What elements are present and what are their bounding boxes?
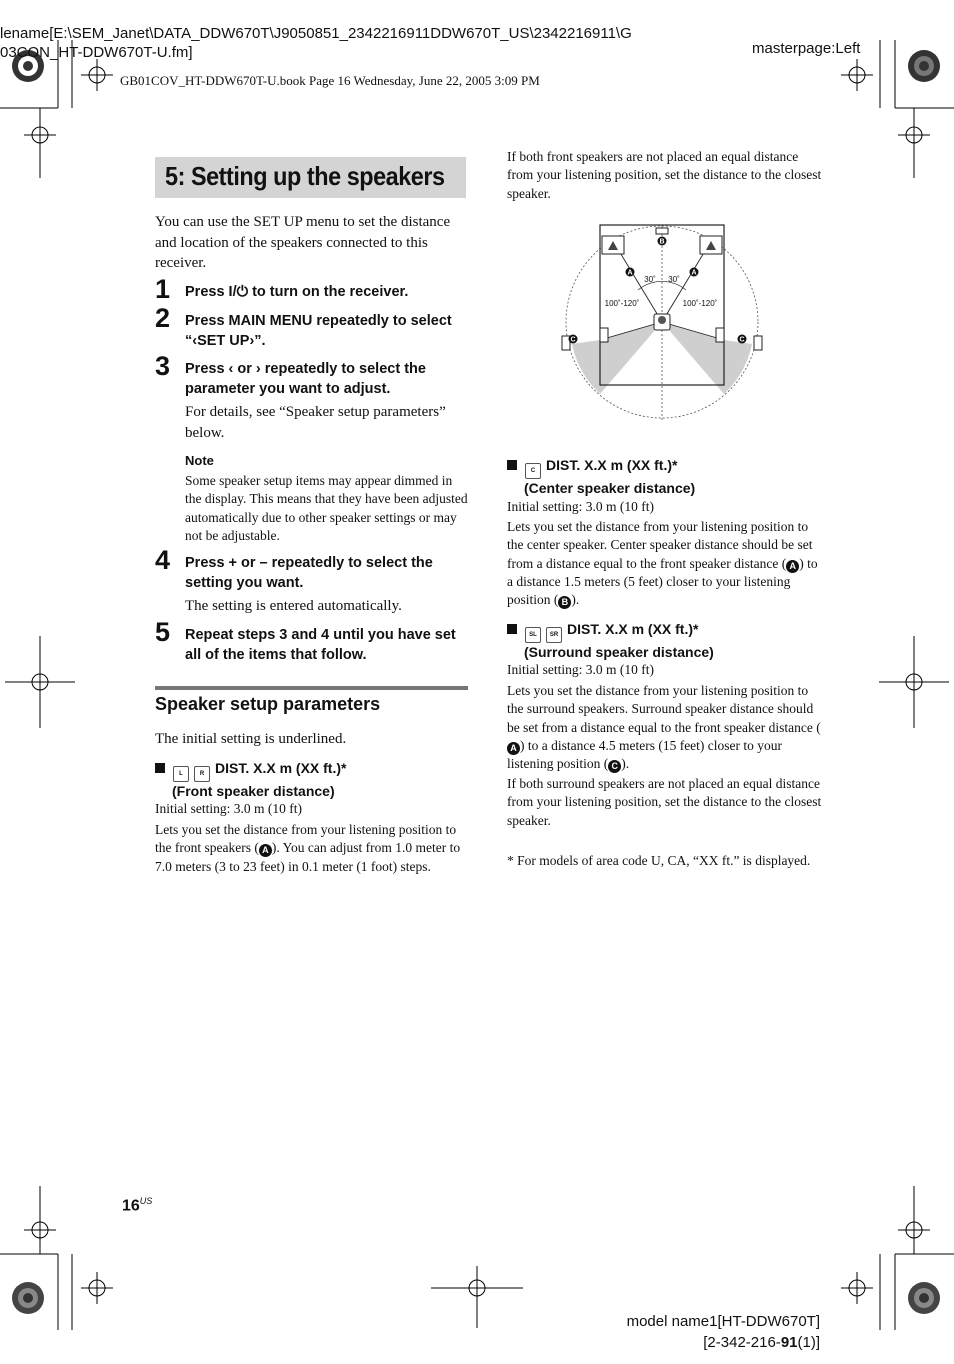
step-number: 3 <box>155 351 171 381</box>
marker-a-icon: A <box>259 844 272 857</box>
step-number: 5 <box>155 617 171 647</box>
front-left-speaker-icon: L <box>173 766 189 782</box>
marker-a-icon: A <box>786 560 799 573</box>
surround-right-speaker-icon: SR <box>546 627 562 643</box>
front-distance-note: If both front speakers are not placed an equal distance from your listening position, set the distance to the closest speaker. <box>507 149 822 201</box>
note-heading: Note <box>185 453 214 468</box>
param-initial: Initial setting: 3.0 m (10 ft) <box>155 801 302 816</box>
step-text: Press I/⏻ to turn on the receiver. <box>185 284 409 300</box>
step-number: 2 <box>155 303 171 333</box>
intro-paragraph: You can use the SET UP menu to set the distance and location of the speakers connected to this receiver. <box>155 214 451 271</box>
page-title: 5: Setting up the speakers <box>165 161 445 191</box>
angle-label: 100˚-120˚ <box>682 299 718 308</box>
front-right-speaker-icon: R <box>194 766 210 782</box>
param-heading-front: L R DIST. X.X m (XX ft.)* (Front speaker distance) <box>155 759 346 801</box>
step-detail: The setting is entered automatically. <box>185 598 402 614</box>
marker-b-label: B <box>659 238 665 246</box>
bullet-square-icon <box>507 460 517 470</box>
section-rule <box>155 686 468 690</box>
param-initial: Initial setting: 3.0 m (10 ft) <box>507 499 654 514</box>
param-heading-surround: SL SR DIST. X.X m (XX ft.)* (Surround speaker distance) <box>507 620 714 662</box>
angle-label: 100˚-120˚ <box>604 299 640 308</box>
angle-label: 30˚ <box>668 275 680 284</box>
step-detail: For details, see “Speaker setup parameters” below. <box>185 404 446 441</box>
marker-b-icon: B <box>558 596 571 609</box>
param-description: Lets you set the distance from your listening position to the front speakers ( A ). You can adjust from 1.0 meter to 7.0 meters (3 to 23 feet) in 0.1 meter (1 foot) steps. <box>155 822 461 874</box>
section-intro: The initial setting is underlined. <box>155 731 347 747</box>
marker-c-label: C <box>739 336 745 344</box>
page-title-box <box>155 157 466 198</box>
angle-label: 30˚ <box>644 275 656 284</box>
marker-c-icon: C <box>608 760 621 773</box>
note-text: Some speaker setup items may appear dimmed in the display. This means that they have been adjusted automatically due to other speaker settings or may not be adjustable. <box>185 473 468 543</box>
bullet-square-icon <box>155 763 165 773</box>
surround-left-speaker-icon: SL <box>525 627 541 643</box>
footnote: * For models of area code U, CA, “XX ft.” is displayed. <box>507 853 811 868</box>
book-info-line: GB01COV_HT-DDW670T-U.book Page 16 Wednesday, June 22, 2005 3:09 PM <box>120 73 540 88</box>
marker-c-label: C <box>570 336 576 344</box>
param-description: Lets you set the distance from your listening position to the center speaker. Center speaker distance should be set from a distance equal to the front speaker distance ( A ) to a distance 1.5 meters (5 feet) closer to your listening position ( B ). <box>507 519 818 608</box>
marker-a-label: A <box>691 269 697 277</box>
step-number: 4 <box>155 545 171 575</box>
speaker-placement-diagram <box>558 222 768 427</box>
step-text: Press MAIN MENU repeatedly to select “‹SET UP›”. <box>185 313 452 349</box>
step-text: Press ‹ or › repeatedly to select the parameter you want to adjust. <box>185 361 426 397</box>
page-number: $16^{US}$ <box>122 1196 153 1215</box>
step-text: Press + or – repeatedly to select the setting you want. <box>185 555 433 591</box>
center-speaker-icon: C <box>525 463 541 479</box>
step-number: 1 <box>155 274 171 304</box>
param-initial: Initial setting: 3.0 m (10 ft) <box>507 662 654 677</box>
marker-a-icon: A <box>507 742 520 755</box>
surround-distance-note: If both surround speakers are not placed an equal distance from your listening position, set the distance to the closest speaker. <box>507 776 822 828</box>
footer-model-info: model name1[HT-DDW670T] [2-342-216-91(1)] <box>626 1313 820 1351</box>
file-path: lename[E:\SEM_Janet\DATA_DDW670T\J9050851_2342216911DDW670T_US\2342216911\G 03CON_HT-DDW670T-U.fm] <box>0 25 632 61</box>
section-heading: Speaker setup parameters <box>155 694 381 714</box>
param-description: Lets you set the distance from your listening position to the surround speakers. Surround speaker distance should be set from a distance equal to the front speaker distance (A ) to a distance 4.5 meters (15 feet) closer to your listening position ( C ). <box>507 683 821 772</box>
param-heading-center: C DIST. X.X m (XX ft.)* (Center speaker distance) <box>507 456 695 498</box>
bullet-square-icon <box>507 624 517 634</box>
marker-a-label: A <box>627 269 633 277</box>
masterpage-label: masterpage:Left <box>752 40 861 57</box>
step-text: Repeat steps 3 and 4 until you have set all of the items that follow. <box>185 627 456 663</box>
